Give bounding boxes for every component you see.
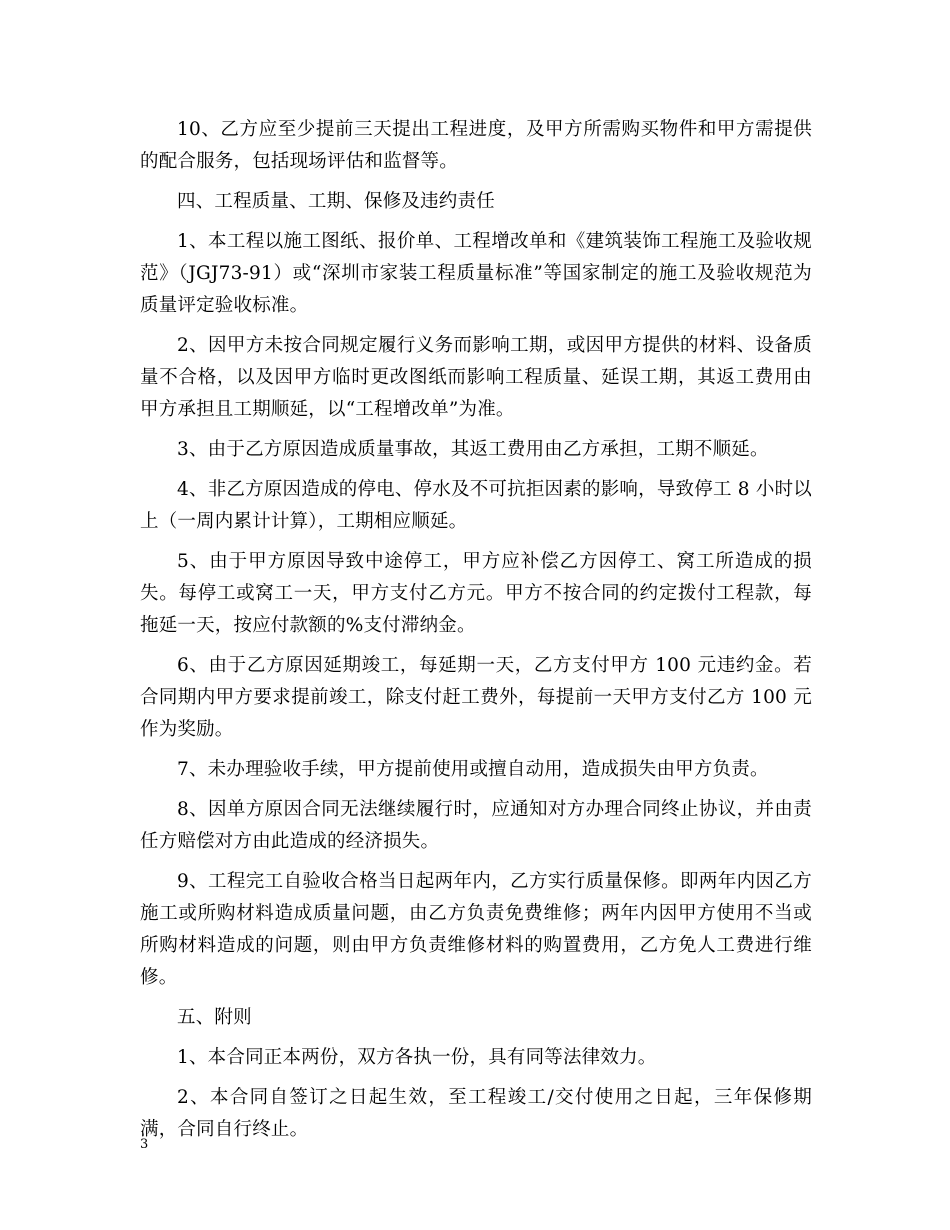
paragraph-quality-7: 7、未办理验收手续，甲方提前使用或擅自动用，造成损失由甲方负责。 xyxy=(177,759,769,780)
section-heading-appendix: 五、附则 xyxy=(177,1007,252,1028)
paragraph-appendix-2: 2、本合同自签订之日起生效，至工程竣工/交付使用之日起，三年保修期满，合同自行终止。 xyxy=(140,1087,812,1140)
paragraph-quality-1: 1、本工程以施工图纸、报价单、工程增改单和《建筑装饰工程施工及验收规范》（JGJ73-91）或“深圳市家装工程质量标准”等国家制定的施工及验收规范为质量评定验收标准。 xyxy=(140,231,812,316)
paragraph-appendix-1: 1、本合同正本两份，双方各执一份，具有同等法律效力。 xyxy=(177,1047,657,1068)
document-page xyxy=(140,114,812,1146)
paragraph-quality-9: 9、工程完工自验收合格当日起两年内，乙方实行质量保修。即两年内因乙方施工或所购材料造成质量问题，由乙方负责免费维修；两年内因甲方使用不当或所购材料造成的问题，则由甲方负责维修材料的购置费用，乙方免人工费进行维修。 xyxy=(140,871,812,988)
paragraph-quality-2: 2、因甲方未按合同规定履行义务而影响工期，或因甲方提供的材料、设备质量不合格，以及因甲方临时更改图纸而影响工程质量、延误工期，其返工费用由甲方承担且工期顺延，以“工程增改单”为准。 xyxy=(140,335,812,420)
paragraph-quality-6: 6、由于乙方原因延期竣工，每延期一天，乙方支付甲方 100 元违约金。若合同期内甲方要求提前竣工，除支付赶工费外，每提前一天甲方支付乙方 100 元作为奖励。 xyxy=(140,655,812,740)
page-number: 3 xyxy=(140,1137,149,1152)
paragraph-quality-3: 3、由于乙方原因造成质量事故，其返工费用由乙方承担，工期不顺延。 xyxy=(177,439,769,460)
paragraph-quality-5: 5、由于甲方原因导致中途停工，甲方应补偿乙方因停工、窝工所造成的损失。每停工或窝工一天，甲方支付乙方元。甲方不按合同的约定拨付工程款，每拖延一天，按应付款额的%支付滞纳金。 xyxy=(140,551,812,636)
paragraph-quality-8: 8、因单方原因合同无法继续履行时，应通知对方办理合同终止协议，并由责任方赔偿对方由此造成的经济损失。 xyxy=(140,799,812,852)
paragraph-quality-4: 4、非乙方原因造成的停电、停水及不可抗拒因素的影响，导致停工 8 小时以上（一周内累计计算），工期相应顺延。 xyxy=(140,479,812,532)
paragraph-clause-10: 10、乙方应至少提前三天提出工程进度，及甲方所需购买物件和甲方需提供的配合服务，包括现场评估和监督等。 xyxy=(140,119,812,172)
section-heading-quality: 四、工程质量、工期、保修及违约责任 xyxy=(177,191,495,212)
